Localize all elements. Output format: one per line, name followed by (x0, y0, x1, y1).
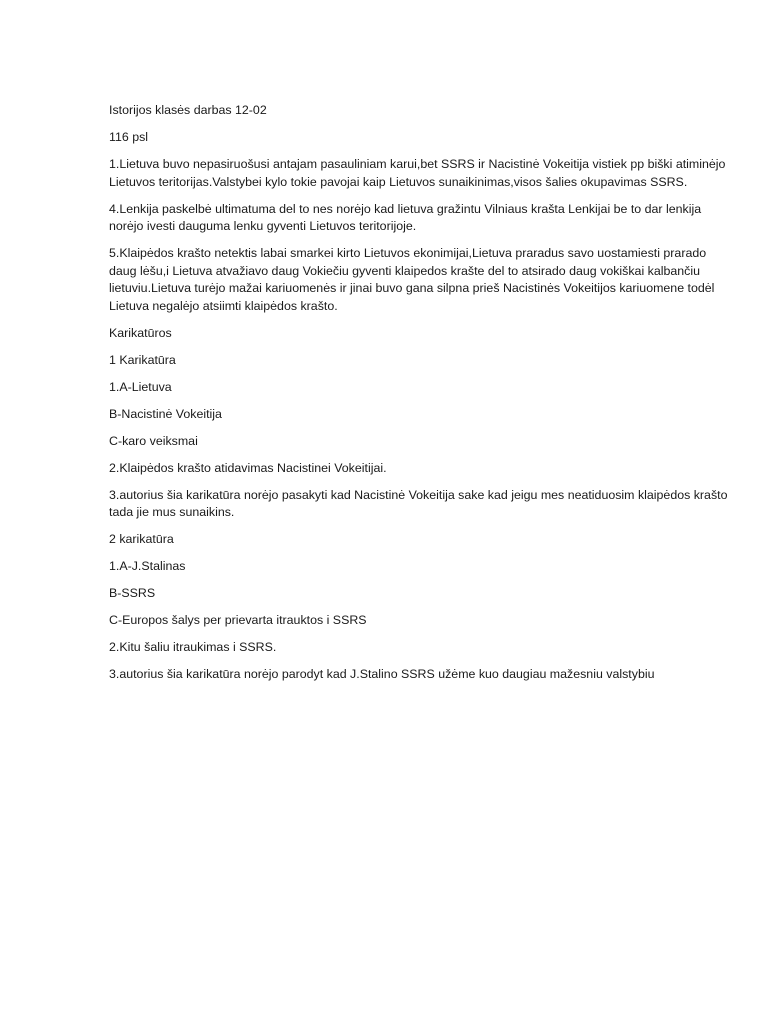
caricature-2-item-a: 1.A-J.Stalinas (109, 559, 186, 573)
caricature-1-answer-2: 2.Klaipėdos krašto atidavimas Nacistinei Vokeitijai. (109, 460, 387, 475)
caricature-2-item-b: B-SSRS (109, 586, 156, 600)
caricature-1-heading: 1 Karikatūra (109, 352, 176, 367)
answer-4: 4.Lenkija paskelbė ultimatuma del to nes norėjo kad lietuva gražintu Vilniaus krašta Lenkijai be to dar lenkija norėjo ivesti dauguma lenku gyventi Lietuvos teritorijoje. (109, 201, 702, 233)
document-body (109, 102, 729, 693)
caricature-2-answer-2: 2.Kitu šaliu itraukimas i SSRS. (109, 640, 277, 654)
caricature-1-answer-3: 3.autorius šia karikatūra norėjo pasakyti kad Nacistinė Vokeitija sake kad jeigu mes neatiduosim klaipėdos krašto tada jie mus sunaikins. (109, 487, 728, 519)
answer-5: 5.Klaipėdos krašto netektis labai smarkei kirto Lietuvos ekonimijai,Lietuva praradus savo uostamiesti prarado daug lėšu,i Lietuva atvažiavo daug Vokiečiu gyventi klaipedos krašte del to atsirado daug vokiškai kalbančiu lietuviu.Lietuva turėjo mažai kariuomenės ir jinai buvo gana silpna prieš Nacistinės Vokeitijos kariuomene todėl Lietuva negalėjo atsiimti klaipėdos krašto. (109, 246, 715, 313)
caricature-1-item-b: B-Nacistinė Vokeitija (109, 406, 222, 421)
caricature-1-item-a: 1.A-Lietuva (109, 379, 172, 394)
answer-1: 1.Lietuva buvo nepasiruošusi antajam pasauliniam karui,bet SSRS ir Nacistinė Vokeitija vistiek pp biški atiminėjo Lietuvos teritorijas.Valstybei kylo tokie pavojai kaip Lietuvos sunaikinimas,visos šalies okupavimas SSRS. (109, 157, 726, 189)
section-heading-caricatures: Karikatūros (109, 325, 172, 340)
caricature-2-answer-3: 3.autorius šia karikatūra norėjo parodyt kad J.Stalino SSRS užėme kuo daugiau mažesniu valstybiu (109, 667, 655, 681)
document-title: Istorijos klasės darbas 12-02 (109, 103, 267, 117)
page-reference: 116 psl (109, 130, 149, 144)
caricature-1-item-c: C-karo veiksmai (109, 433, 198, 448)
caricature-2-heading: 2 karikatūra (109, 532, 174, 546)
caricature-2-item-c: C-Europos šalys per prievarta itrauktos i SSRS (109, 613, 367, 627)
